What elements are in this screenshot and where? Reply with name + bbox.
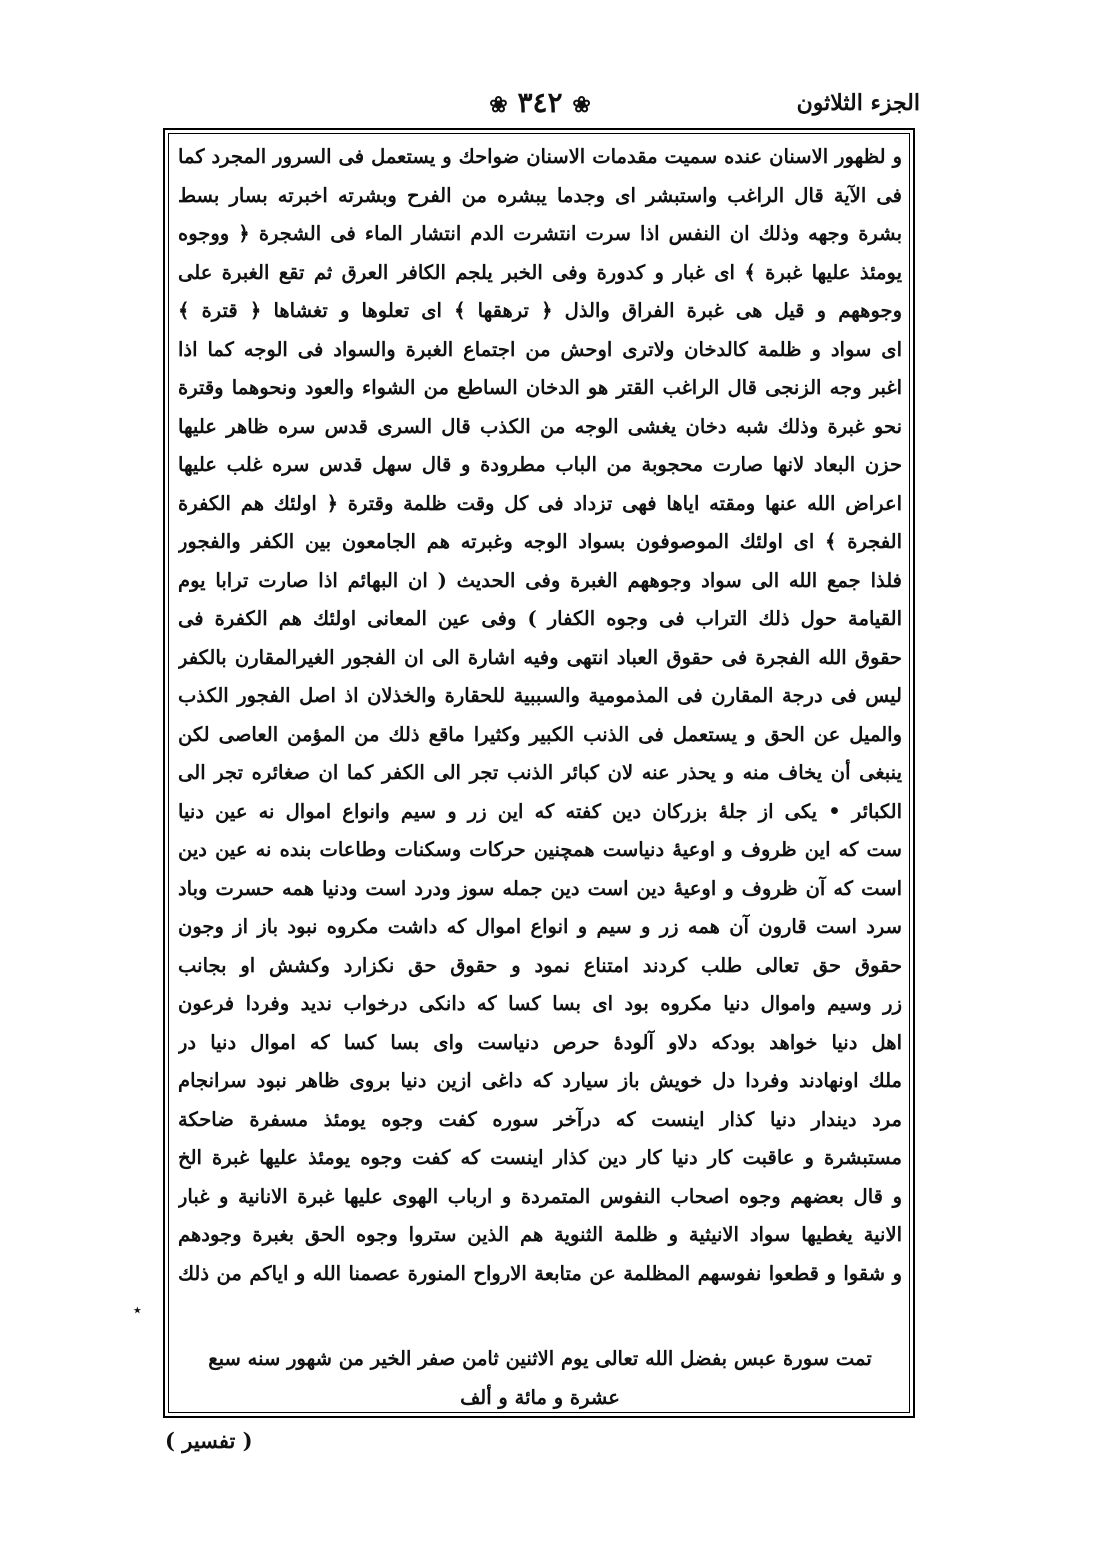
ornament-left-icon: ❀ bbox=[489, 92, 508, 118]
catchword: ( تفسير ) bbox=[165, 1428, 253, 1453]
ornament-right-icon: ❀ bbox=[572, 92, 591, 118]
text-line: يومئذ عليها غبرة ﴾ اى غبار و كدورة وفى الخبر يلجم الكافر العرق ثم تقع الغبرة على bbox=[178, 260, 902, 284]
text-line: و شقوا و قطعوا نفوسهم المظلمة عن متابعة الارواح المنورة عصمنا الله و اياكم من ذلك bbox=[178, 1261, 902, 1285]
text-line: الكبائر • يكى از جلهٔ بزركان دين كفته كه اين زر و سيم وانواع اموال نه عين دنيا bbox=[178, 799, 902, 823]
text-line: ليس فى درجة المقارن فى المذمومية والسببية للحقارة والخذلان اذ اصل الفجور الكذب bbox=[178, 684, 902, 707]
text-line: زر وسيم واموال دنيا مكروه بود اى بسا كسا كه دانكى درخواب نديد وفردا فرعون bbox=[178, 992, 902, 1015]
body-text bbox=[178, 138, 902, 1293]
colophon-line: تمت سورة عبس بفضل الله تعالى يوم الاثنين ثامن صفر الخير من شهور سنه سبع bbox=[208, 1347, 872, 1370]
text-line: مرد ديندار دنيا كذار اينست كه درآخر سوره كفت وجوه يومئذ مسفرة ضاحكة bbox=[178, 1107, 902, 1131]
text-line: فى الآية قال الراغب واستبشر اى وجدما يبشره من الفرح وبشرته اخبرته بسار بسط bbox=[178, 183, 902, 207]
text-line: والميل عن الحق و يستعمل فى الذنب الكبير وكثيرا ماقع ذلك من المؤمن العاصى لكن bbox=[178, 722, 902, 746]
text-line: وجوههم و قيل هى غبرة الفراق والذل ﴿ ترهقها ﴾ اى تعلوها و تغشاها ﴿ قترة ﴾ bbox=[178, 299, 902, 322]
text-line: و قال بعضهم وجوه اصحاب النفوس المتمردة و ارباب الهوى عليها غبرة الانانية و غبار bbox=[178, 1184, 902, 1208]
text-line: حقوق حق تعالى طلب كردند امتناع نمود و حقوق حق نكزارد وكشش او بجانب bbox=[178, 953, 902, 977]
colophon bbox=[178, 1340, 902, 1417]
text-line: حقوق الله الفجرة فى حقوق العباد انتهى وفيه اشارة الى ان الفجور الغيرالمقارن بالكفر bbox=[178, 645, 902, 669]
margin-mark: ٭ bbox=[133, 1300, 142, 1319]
page-number-block bbox=[489, 86, 591, 119]
text-line: حزن البعاد لانها صارت محجوبة من الباب مطرودة و قال سهل قدس سره غلب عليها bbox=[178, 453, 902, 476]
text-line: بشرة وجهه وذلك ان النفس اذا سرت انتشرت الدم انتشار الماء فى الشجرة ﴿ ووجوه bbox=[178, 222, 902, 245]
text-line: القيامة حول ذلك التراب فى وجوه الكفار ) وفى عين المعانى اولئك هم الكفرة فى bbox=[178, 607, 902, 630]
colophon-line: عشرة و مائة و ألف bbox=[460, 1385, 620, 1409]
text-line: است كه آن ظروف و اوعيهٔ دين است دين جمله سوز ودرد است ودنيا همه حسرت وباد bbox=[178, 876, 902, 900]
text-line: ست كه اين ظروف و اوعيهٔ دنياست همچنين حركات وسكنات وطاعات بنده نه عين دين bbox=[178, 838, 902, 861]
text-line: سرد است قارون آن همه زر و سيم و انواع اموال كه داشت مكروه نبود باز از وجون bbox=[178, 915, 902, 938]
text-line: ملك اونهادند وفردا دل خويش باز سيارد كه داغى ازين دنيا بروى ظاهر نبود سرانجام bbox=[178, 1069, 902, 1092]
text-line: نحو غبرة وذلك شبه دخان يغشى الوجه من الكذب قال السرى قدس سره ظاهر عليها bbox=[178, 414, 902, 438]
text-line: ينبغى أن يخاف منه و يحذر عنه لان كبائر الذنب تجر الى الكفر كما ان صغائره تجر الى bbox=[178, 761, 902, 784]
text-line: اهل دنيا خواهد بودكه دلاو آلودهٔ حرص دنياست واى بسا كسا كه اموال دنيا در bbox=[178, 1030, 902, 1054]
text-line: اغبر وجه الزنجى قال الراغب القتر هو الدخان الساطع من الشواء والعود ونحوهما وقترة bbox=[178, 376, 902, 399]
text-line: فلذا جمع الله الى سواد وجوههم الغبرة وفى الحديث ( ان البهائم اذا صارت ترابا يوم bbox=[178, 568, 902, 592]
running-head bbox=[160, 86, 920, 126]
text-line: الانية يغطيها سواد الانيثية و ظلمة الثنوية هم الذين ستروا وجوه الحق بغبرة وجودهم bbox=[178, 1223, 902, 1246]
text-line: الفجرة ﴾ اى اولئك الموصوفون بسواد الوجه وغبرته هم الجامعون بين الكفر والفجور bbox=[178, 530, 902, 553]
text-line: اعراض الله عنها ومقته اياها فهى تزداد فى كل وقت ظلمة وقترة ﴿ اولئك هم الكفرة bbox=[178, 491, 902, 515]
text-line: مستبشرة و عاقبت كار دنيا كار دين كذار اينست كه كفت وجوه يومئذ عليها غبرة الخ bbox=[178, 1146, 902, 1169]
part-title: الجزء الثلاثون bbox=[796, 90, 920, 116]
text-line: اى سواد و ظلمة كالدخان ولاترى اوحش من اجتماع الغبرة والسواد فى الوجه كما اذا bbox=[178, 337, 902, 361]
page-number: ٣٤٢ bbox=[517, 86, 563, 119]
text-line: و لظهور الاسنان عنده سميت مقدمات الاسنان ضواحك و يستعمل فى السرور المجرد كما bbox=[178, 145, 902, 168]
